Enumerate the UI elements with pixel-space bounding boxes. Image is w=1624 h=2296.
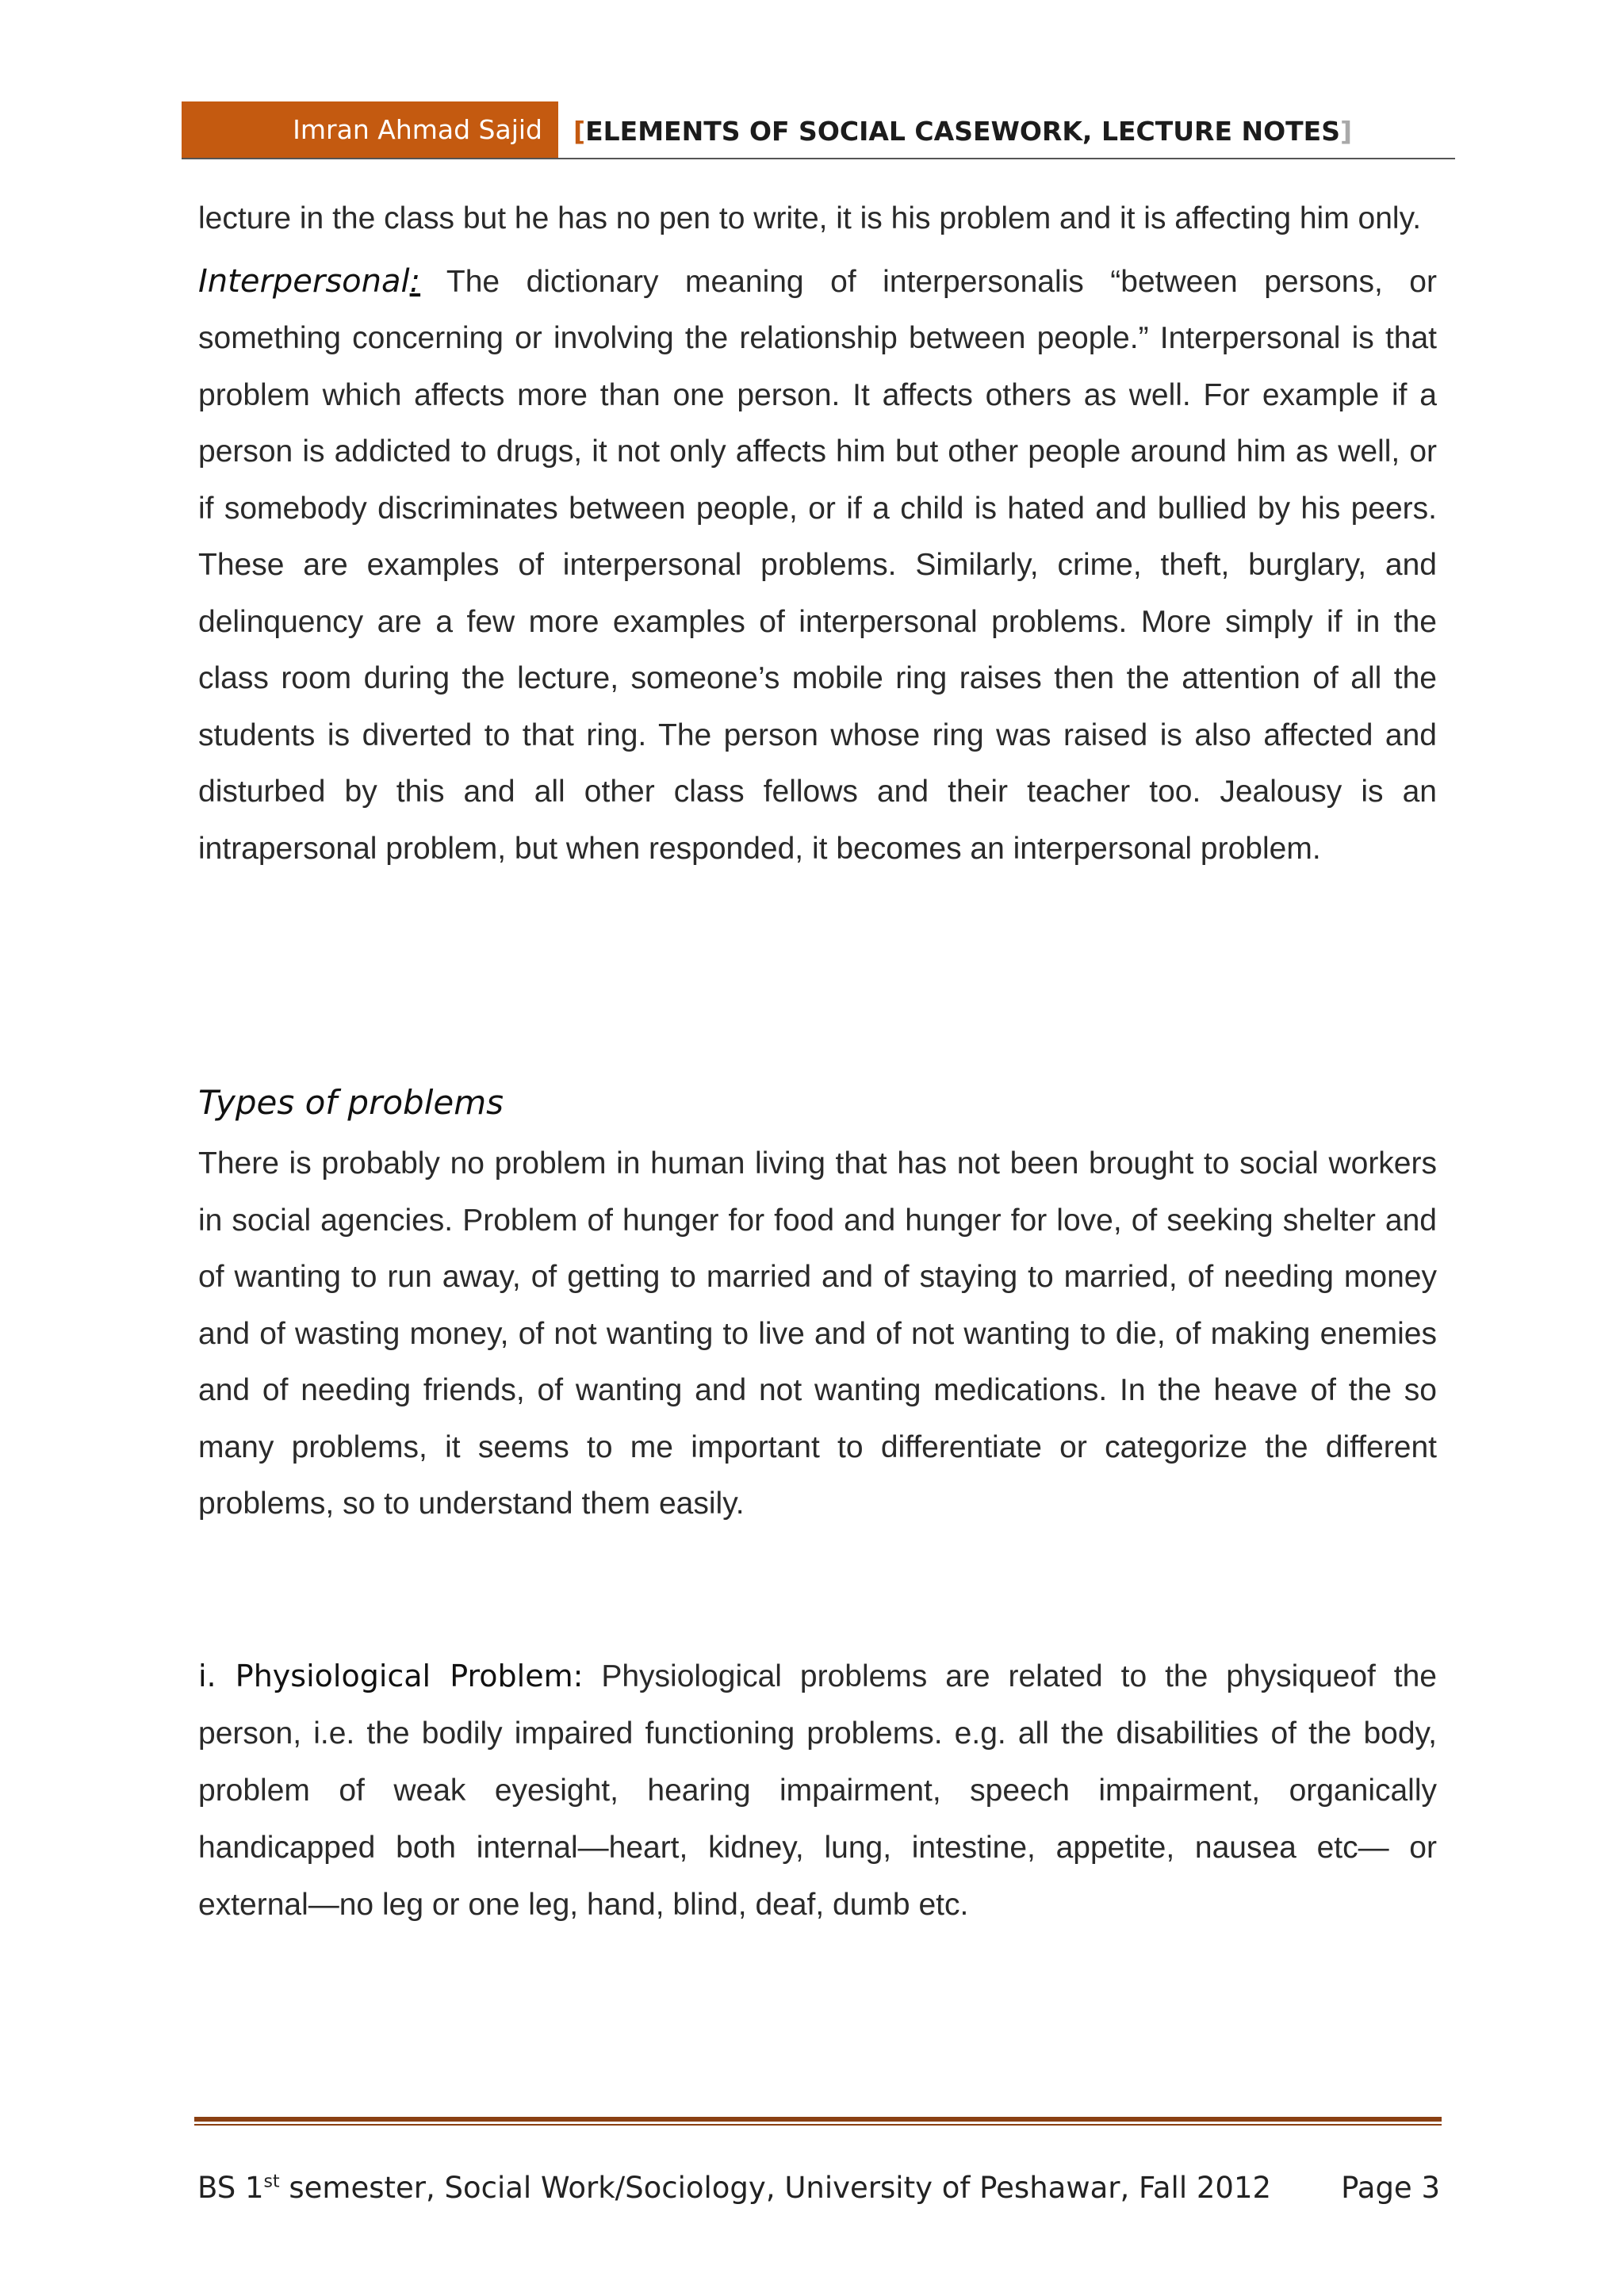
footer-divider-thin	[194, 2124, 1442, 2126]
interpersonal-term: Interpersonal	[198, 262, 410, 300]
physiological-section	[198, 1647, 1437, 1934]
header-author: Imran Ahmad Sajid	[182, 101, 558, 159]
header-divider	[182, 158, 1455, 159]
main-content	[198, 190, 1437, 877]
interpersonal-paragraph	[198, 254, 1437, 878]
page-header	[182, 101, 1455, 159]
footer-sup: st	[263, 2172, 280, 2192]
types-heading: Types of problems	[198, 1083, 504, 1122]
footer-prefix: BS 1	[197, 2171, 264, 2205]
physiological-label: i. Physiological Problem:	[198, 1659, 584, 1693]
interpersonal-text: The dictionary meaning of interpersonalis “between persons, or something concerning or involving the relationship between people.” Interpersonal is that problem which affects more than one person. It affects others as well. For example if a person is addicted to drugs, it not only affects him but other people around him as well, or if somebody discriminates between people, or if a child is hated and bullied by his peers. These are examples of interpersonal problems. Similarly, crime, theft, burglary, and delinquency are a few more examples of interpersonal problems. More simply if in the class room during the lecture, someone’s mobile ring raises then the attention of all the students is diverted to that ring. The person whose ring was raised is also affected and disturbed by this and all other class fellows and their teacher too. Jealousy is an intrapersonal problem, but when responded, it becomes an interpersonal problem.	[198, 264, 1437, 866]
physiological-paragraph	[198, 1647, 1437, 1934]
page-number: Page 3	[1341, 2171, 1440, 2205]
footer-course-info	[197, 2171, 1271, 2205]
header-bracket-close: ]	[1340, 116, 1353, 147]
physiological-text: Physiological problems are related to the physiqueof the person, i.e. the bodily impaired functioning problems. e.g. all the disabilities of the body, problem of weak eyesight, hearing impairment, speech impairment, organically handicapped both internal—heart, kidney, lung, intestine, appetite, nausea etc— or external—no leg or one leg, hand, blind, deaf, dumb etc.	[198, 1659, 1437, 1922]
header-bracket-open: [	[573, 116, 586, 147]
header-title-line	[573, 101, 1352, 159]
footer-rest: semester, Social Work/Sociology, University of Peshawar, Fall 2012	[279, 2171, 1272, 2205]
header-title: ELEMENTS OF SOCIAL CASEWORK, LECTURE NOTES	[585, 116, 1340, 147]
interpersonal-colon: :	[409, 262, 421, 300]
footer-divider	[194, 2117, 1442, 2122]
types-section	[198, 1135, 1437, 1533]
types-paragraph: There is probably no problem in human living that has not been brought to social workers in social agencies. Problem of hunger for food and hunger for love, of seeking shelter and of wanting to run away, of getting to married and of staying to married, of needing money and of wasting money, of not wanting to live and of not wanting to die, of making enemies and of needing friends, of wanting and not wanting medications. In the heave of the so many problems, it seems to me important to differentiate or categorize the different problems, so to understand them easily.	[198, 1146, 1437, 1521]
intro-paragraph: lecture in the class but he has no pen to write, it is his problem and it is affecting him only.	[198, 201, 1422, 235]
